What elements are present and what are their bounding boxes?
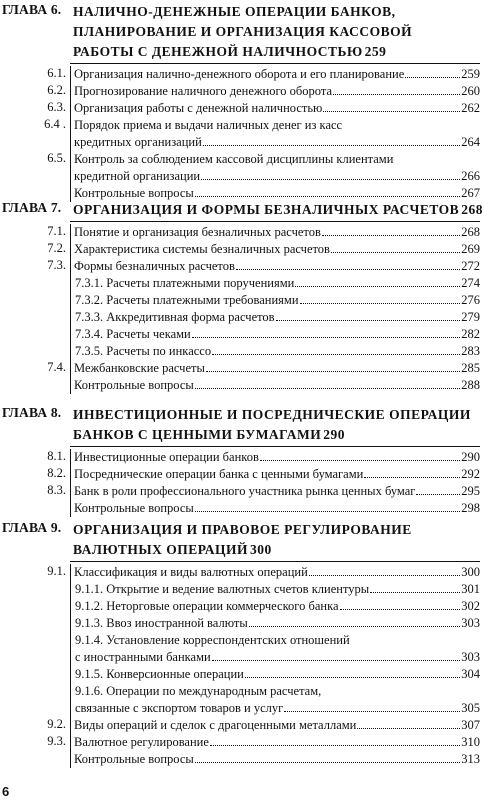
entry-title: кредитной организации — [74, 169, 201, 183]
entry-line — [75, 666, 480, 683]
dot-leader — [195, 196, 460, 197]
entry-line — [74, 83, 480, 100]
entry-title: 9.1.1. Открытие и ведение валютных счетов клиентуры — [75, 582, 370, 596]
chapter-number: ГЛАВА 8. — [2, 405, 62, 420]
entry-page-number: 283 — [461, 344, 480, 358]
entry-title: связанные с экспортом товаров и услуг — [75, 701, 284, 715]
entry-text-block — [74, 466, 480, 483]
entry-text-block — [75, 683, 480, 717]
dot-leader — [212, 660, 461, 661]
dot-leader — [236, 269, 460, 270]
entry-page-number: 264 — [461, 135, 480, 149]
entry-line — [75, 309, 480, 326]
entry-text-block — [74, 151, 480, 185]
entry-page-number: 298 — [461, 501, 480, 515]
section-number: 6.5. — [47, 151, 66, 165]
dot-leader — [416, 494, 460, 495]
entry-line — [74, 717, 480, 734]
dot-leader — [206, 371, 460, 372]
entry-line — [75, 700, 480, 717]
chapter-title-line: ВАЛЮТНЫХ ОПЕРАЦИЙ — [73, 542, 248, 557]
chapter-number: ГЛАВА 6. — [2, 2, 62, 17]
entry-title: Контрольные вопросы — [74, 752, 194, 766]
entry-page-number: 305 — [461, 701, 480, 715]
margin-rule — [70, 66, 71, 202]
entry-page-number: 279 — [461, 310, 480, 324]
entry-line — [74, 360, 480, 377]
entry-line — [75, 343, 480, 360]
entry-title: Банк в роли профессионального участника рынка ценных бумаг — [74, 484, 416, 498]
dot-leader — [212, 354, 460, 355]
section-number: 7.1. — [47, 224, 66, 238]
chapter-title-line: ОРГАНИЗАЦИЯ И ФОРМЫ БЕЗНАЛИЧНЫХ РАСЧЕТОВ — [73, 202, 460, 217]
dot-leader — [295, 286, 460, 287]
chapter-title[interactable] — [73, 2, 480, 62]
chapter-title[interactable] — [73, 405, 480, 445]
entry-line — [74, 449, 480, 466]
entry-text-block — [74, 734, 480, 751]
chapter-title-line: ИНВЕСТИЦИОННЫЕ И ПОСРЕДНИЧЕСКИЕ ОПЕРАЦИИ — [73, 407, 471, 422]
entry-title: Организация налично-денежного оборота и его планирование — [74, 67, 405, 81]
entry-page-number: 290 — [461, 450, 480, 464]
entry-line — [74, 224, 480, 241]
entry-line — [74, 483, 480, 500]
entry-page-number: 313 — [461, 752, 480, 766]
entry-title: Валютное регулирование — [74, 735, 209, 749]
margin-rule — [70, 564, 71, 768]
dot-leader — [300, 303, 461, 304]
entry-title: Контрольные вопросы — [74, 501, 194, 515]
entry-title: Характеристика системы безналичных расчетов — [74, 242, 330, 256]
entry-line — [75, 615, 480, 632]
entry-page-number: 288 — [461, 378, 480, 392]
entry-text-block — [75, 292, 480, 309]
entry-text-block — [74, 483, 480, 500]
dot-leader — [405, 77, 460, 78]
entry-text-block — [75, 326, 480, 343]
entry-text-block — [75, 309, 480, 326]
entry-text-block — [75, 581, 480, 598]
entry-page-number: 285 — [461, 361, 480, 375]
dot-leader — [195, 762, 460, 763]
entry-title: Классификация и виды валютных операций — [74, 565, 308, 579]
entry-line — [74, 258, 480, 275]
margin-rule — [70, 449, 71, 517]
section-number: 9.2. — [47, 717, 66, 731]
chapter-title-last-line — [73, 540, 480, 560]
entry-text-block — [75, 598, 480, 615]
entry-line — [75, 326, 480, 343]
section-number: 8.2. — [47, 466, 66, 480]
entry-text-block — [75, 632, 480, 666]
chapter-title-line: РАБОТЫ С ДЕНЕЖНОЙ НАЛИЧНОСТЬЮ — [73, 44, 363, 59]
entry-text-block — [75, 615, 480, 632]
entry-page-number: 282 — [461, 327, 480, 341]
chapter-title-line: ОРГАНИЗАЦИЯ И ПРАВОВОЕ РЕГУЛИРОВАНИЕ — [73, 522, 412, 537]
entry-page-number: 267 — [461, 186, 480, 200]
entry-page-number: 295 — [461, 484, 480, 498]
entry-text-block — [74, 449, 480, 466]
entry-title: с иностранными банками — [75, 650, 211, 664]
entry-page-number: 269 — [461, 242, 480, 256]
entry-line — [75, 598, 480, 615]
entry-text-block — [74, 241, 480, 258]
entry-text-block — [74, 500, 480, 517]
dot-leader — [364, 477, 460, 478]
chapter-divider — [70, 561, 480, 562]
dot-leader — [245, 677, 460, 678]
entry-text-block — [74, 224, 480, 241]
entry-page-number: 259 — [461, 67, 480, 81]
entry-text-block — [74, 751, 480, 768]
entry-line — [74, 241, 480, 258]
entry-title: 7.3.2. Расчеты платежными требованиями — [75, 293, 299, 307]
margin-rule — [70, 224, 71, 394]
entry-text-block — [74, 377, 480, 394]
entry-page-number: 276 — [461, 293, 480, 307]
entry-page-number: 300 — [461, 565, 480, 579]
entry-page-number: 304 — [461, 667, 480, 681]
entry-page-number: 268 — [461, 225, 480, 239]
entry-page-number: 301 — [461, 582, 480, 596]
chapter-title-last-line — [73, 42, 480, 62]
section-number: 6.2. — [47, 83, 66, 97]
entry-page-number: 302 — [461, 599, 480, 613]
section-number: 9.3. — [47, 734, 66, 748]
chapter-number: ГЛАВА 9. — [2, 520, 62, 535]
entry-text-block — [75, 275, 480, 292]
dot-leader — [203, 145, 460, 146]
entry-text-block — [74, 117, 480, 151]
dot-leader — [322, 235, 460, 236]
entry-line — [74, 66, 480, 83]
entry-page-number: 260 — [461, 84, 480, 98]
entry-line — [75, 649, 480, 666]
entry-title: 9.1.5. Конверсионные операции — [75, 667, 244, 681]
entry-text-block — [74, 100, 480, 117]
entry-page-number: 272 — [461, 259, 480, 273]
section-number: 7.4. — [47, 360, 66, 374]
dot-leader — [323, 111, 460, 112]
entry-title: Понятие и организация безналичных расчетов — [74, 225, 321, 239]
chapter-page-number: 268 — [461, 202, 483, 217]
entry-title: Организация работы с денежной наличностью — [74, 101, 323, 115]
chapter-title-last-line — [73, 425, 480, 445]
section-number: 6.4 . — [44, 117, 66, 131]
chapter-title[interactable] — [73, 200, 483, 220]
section-number: 9.1. — [47, 564, 66, 578]
chapter-page-number: 290 — [323, 427, 346, 442]
entry-text-first-line: Порядок приема и выдачи наличных денег из касс — [74, 118, 343, 132]
dot-leader — [195, 511, 460, 512]
dot-leader — [284, 711, 460, 712]
chapter-divider — [70, 221, 480, 222]
chapter-page-number: 259 — [364, 44, 387, 59]
entry-title: Прогнозирование наличного денежного оборота — [74, 84, 333, 98]
entry-page-number: 303 — [461, 616, 480, 630]
entry-text-block — [74, 83, 480, 100]
entry-text-block — [74, 717, 480, 734]
dot-leader — [340, 609, 461, 610]
entry-line — [74, 377, 480, 394]
chapter-title[interactable] — [73, 520, 480, 560]
chapter-title-line: БАНКОВ С ЦЕННЫМИ БУМАГАМИ — [73, 427, 322, 442]
entry-title: 7.3.3. Аккредитивная форма расчетов — [75, 310, 275, 324]
entry-line — [75, 292, 480, 309]
entry-text-first-line: 9.1.6. Операции по международным расчетам, — [75, 684, 322, 698]
entry-page-number: 310 — [461, 735, 480, 749]
chapter-title-last-line — [73, 200, 483, 220]
entry-title: Посреднические операции банка с ценными бумагами — [74, 467, 364, 481]
section-number: 7.2. — [47, 241, 66, 255]
section-number: 8.1. — [47, 449, 66, 463]
chapter-title-line: ПЛАНИРОВАНИЕ И ОРГАНИЗАЦИЯ КАССОВОЙ — [73, 24, 413, 39]
entry-text-first-line: Контроль за соблюдением кассовой дисциплины клиентами — [74, 152, 394, 166]
entry-title: 7.3.5. Расчеты по инкассо — [75, 344, 212, 358]
dot-leader — [195, 388, 460, 389]
entry-page-number: 274 — [461, 276, 480, 290]
entry-page-number: 292 — [461, 467, 480, 481]
chapter-divider — [70, 63, 480, 64]
entry-title: Межбанковские расчеты — [74, 361, 205, 375]
dot-leader — [309, 575, 460, 576]
dot-leader — [201, 179, 460, 180]
entry-title: 9.1.3. Ввоз иностранной валюты — [75, 616, 248, 630]
entry-text-block — [74, 258, 480, 275]
entry-line — [74, 134, 480, 151]
chapter-title-line: НАЛИЧНО-ДЕНЕЖНЫЕ ОПЕРАЦИИ БАНКОВ, — [73, 4, 396, 19]
entry-title: 7.3.1. Расчеты платежными поручениями — [75, 276, 295, 290]
entry-page-number: 262 — [461, 101, 480, 115]
dot-leader — [370, 592, 460, 593]
dot-leader — [331, 252, 460, 253]
entry-text-block — [74, 360, 480, 377]
entry-line — [74, 500, 480, 517]
entry-text-block — [74, 66, 480, 83]
section-number: 8.3. — [47, 483, 66, 497]
entry-line — [74, 100, 480, 117]
dot-leader — [192, 337, 461, 338]
entry-text-block — [74, 564, 480, 581]
entry-line — [74, 734, 480, 751]
entry-text-block — [75, 343, 480, 360]
dot-leader — [333, 94, 460, 95]
entry-line — [75, 275, 480, 292]
entry-page-number: 266 — [461, 169, 480, 183]
entry-text-first-line: 9.1.4. Установление корреспондентских отношений — [75, 633, 350, 647]
section-number: 6.1. — [47, 66, 66, 80]
entry-title: 9.1.2. Неторговые операции коммерческого банка — [75, 599, 339, 613]
entry-title: Контрольные вопросы — [74, 378, 194, 392]
entry-line — [74, 751, 480, 768]
entry-title: 7.3.4. Расчеты чеками — [75, 327, 191, 341]
entry-line — [75, 581, 480, 598]
entry-title: Инвестиционные операции банков — [74, 450, 259, 464]
entry-line — [74, 564, 480, 581]
chapter-page-number: 300 — [250, 542, 272, 557]
entry-page-number: 303 — [461, 650, 480, 664]
dot-leader — [276, 320, 461, 321]
dot-leader — [249, 626, 461, 627]
entry-title: Контрольные вопросы — [74, 186, 194, 200]
entry-text-block — [75, 666, 480, 683]
entry-page-number: 307 — [461, 718, 480, 732]
entry-title: Формы безналичных расчетов — [74, 259, 235, 273]
page-number: 6 — [2, 784, 10, 799]
entry-title: Виды операций и сделок с драгоценными металлами — [74, 718, 357, 732]
entry-line — [74, 168, 480, 185]
section-number: 6.3. — [47, 100, 66, 114]
dot-leader — [260, 460, 460, 461]
section-number: 7.3. — [47, 258, 66, 272]
dot-leader — [357, 728, 460, 729]
entry-line — [74, 466, 480, 483]
dot-leader — [210, 745, 460, 746]
chapter-divider — [70, 446, 480, 447]
chapter-number: ГЛАВА 7. — [2, 200, 62, 215]
entry-title: кредитных организаций — [74, 135, 202, 149]
